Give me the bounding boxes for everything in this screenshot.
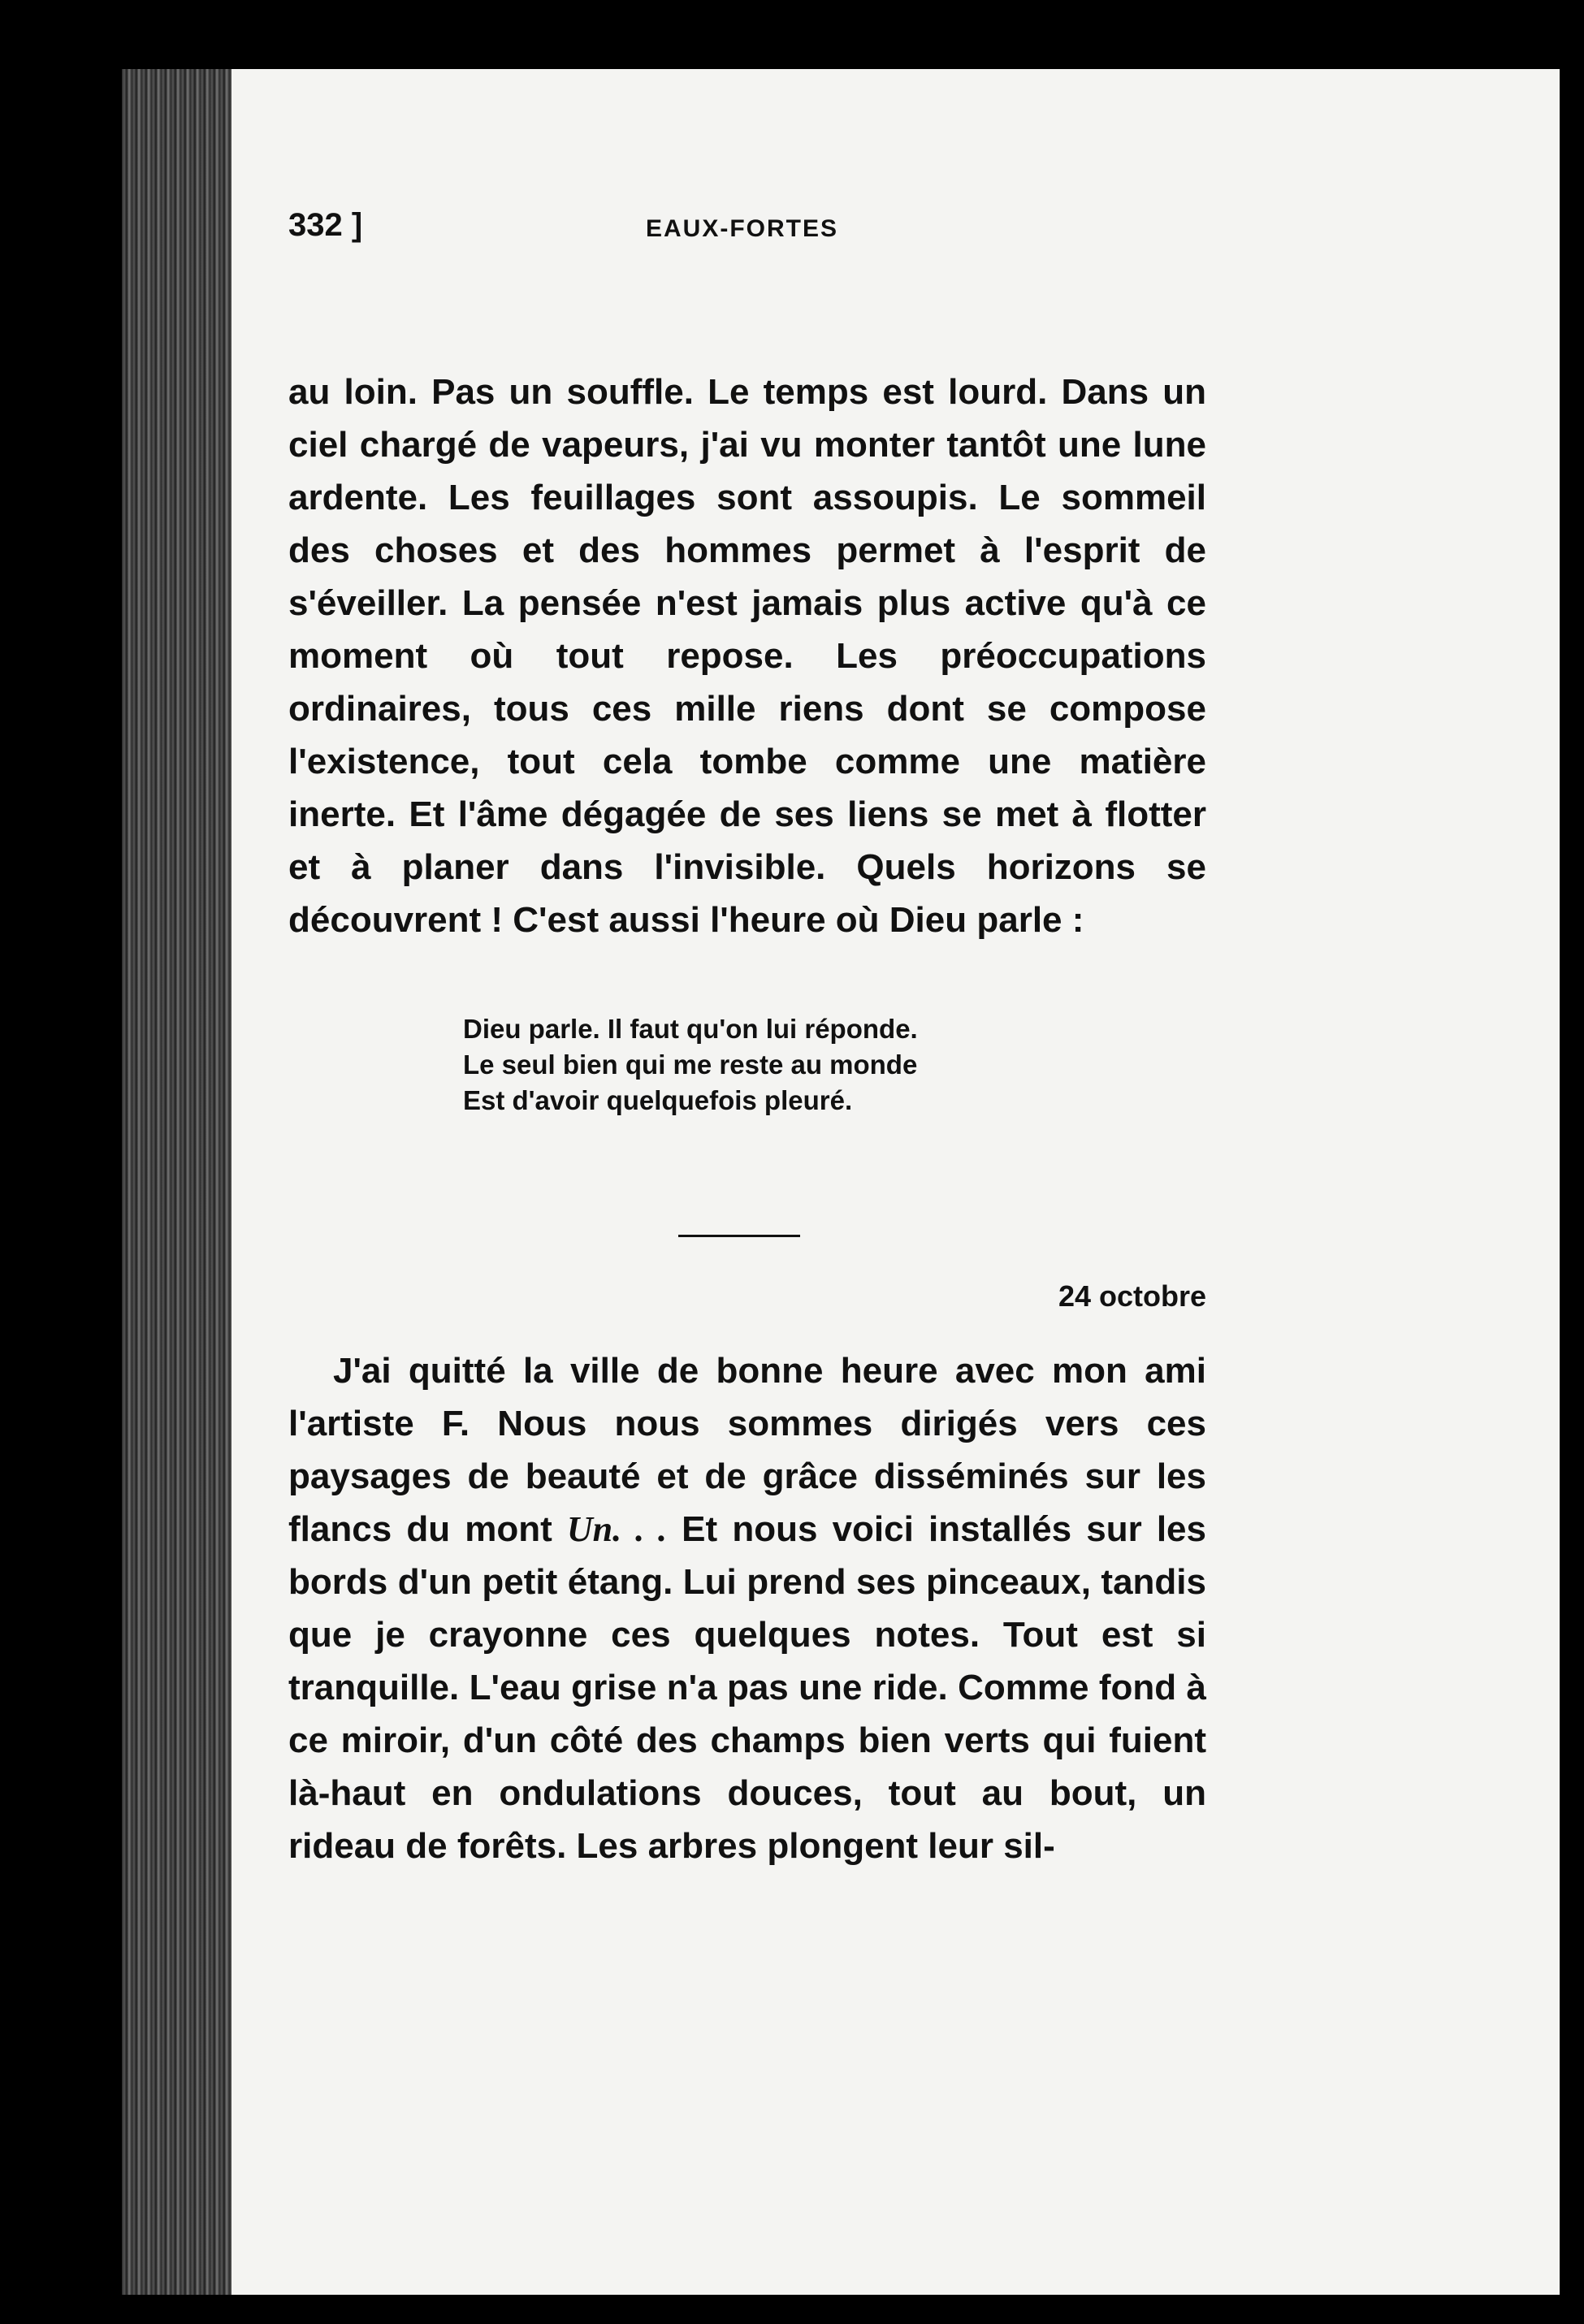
verse-line-1: Dieu parle. Il faut qu'on lui réponde. xyxy=(463,1014,918,1044)
paragraph-2-italic: Un. . . xyxy=(566,1509,668,1549)
verse-line-3: Est d'avoir quelquefois pleuré. xyxy=(463,1085,853,1115)
entry-date: 24 octobre xyxy=(1058,1279,1206,1313)
paragraph-2-part-1: J'ai quitté la ville de bonne heure avec mon ami l'artiste F. Nous nous sommes dirigés vers ces paysages de beauté et de grâce disséminés sur les flancs du mont xyxy=(288,1351,1206,1549)
book-spine xyxy=(122,69,236,2295)
page-number: 332 ] xyxy=(288,207,363,243)
verse-line-2: Le seul bien qui me reste au monde xyxy=(463,1049,918,1080)
paragraph-2-part-2: Et nous voici installés sur les bords d'un petit étang. Lui prend ses pinceaux, tandis que je crayonne ces quelques notes. Tout est si tranquille. L'eau grise n'a pas une ride. Comme fond à ce miroir, d'un côté des champs bien verts qui fuient là-haut en ondulations douces, tout au bout, un rideau de forêts. Les arbres plongent leur sil- xyxy=(288,1509,1207,1866)
section-divider xyxy=(678,1235,800,1237)
verse-quote xyxy=(463,1011,918,1119)
running-head xyxy=(288,207,1206,256)
running-title: EAUX-FORTES xyxy=(646,215,839,242)
paragraph-2 xyxy=(288,1344,1206,1872)
paragraph-1: au loin. Pas un souffle. Le temps est lourd. Dans un ciel chargé de vapeurs, j'ai vu monter tantôt une lune ardente. Les feuillages sont assoupis. Le sommeil des choses et des hommes permet à l'esprit de s'éveiller. La pensée n'est jamais plus active qu'à ce moment où tout repose. Les préoccupations ordinaires, tous ces mille riens dont se compose l'existence, tout cela tombe comme une matière inerte. Et l'âme dégagée de ses liens se met à flotter et à planer dans l'invisible. Quels horizons se découvrent ! C'est aussi l'heure où Dieu parle : xyxy=(288,372,1206,940)
